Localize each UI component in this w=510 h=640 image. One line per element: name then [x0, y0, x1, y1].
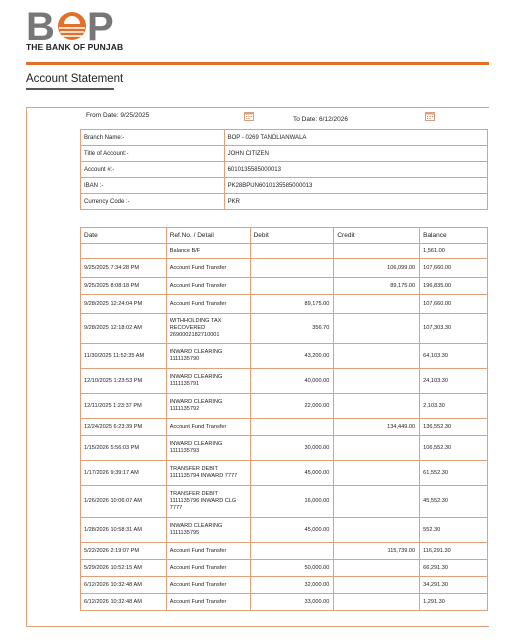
cell-date: 9/28/2025 12:24:04 PM	[81, 295, 167, 314]
detail-line: Balance B/F	[169, 247, 201, 254]
cell-date: 9/25/2025 8:08:18 PM	[81, 278, 167, 295]
cell-debit: 50,000.00	[250, 560, 334, 577]
svg-text:P: P	[87, 5, 114, 49]
cell-debit: 32,000.00	[250, 577, 334, 594]
to-date-value[interactable]: 6/12/2026	[319, 116, 348, 123]
cell-debit: 43,200.00	[250, 344, 334, 369]
detail-line: Account Fund Transfer	[169, 547, 227, 554]
cell-debit: 22,000.00	[250, 394, 334, 419]
cell-debit: 356.70	[250, 314, 334, 344]
cell-balance: 107,660.00	[420, 295, 488, 314]
table-row	[81, 560, 488, 577]
cell-balance: 1,561.00	[420, 244, 488, 259]
cell-date: 12/10/2025 1:23:53 PM	[81, 369, 167, 394]
detail-line: 1111135795	[169, 530, 200, 536]
detail-line: INWARD CLEARING	[169, 441, 223, 447]
table-row	[81, 543, 488, 560]
detail-line: Account Fund Transfer	[169, 264, 227, 271]
cell-balance: 107,660.00	[420, 259, 488, 278]
cell-date: 12/11/2025 1:23:37 PM	[81, 394, 167, 419]
cell-detail	[166, 369, 250, 394]
cell-credit	[334, 314, 420, 344]
cell-detail	[166, 419, 250, 436]
table-row	[81, 259, 488, 278]
cell-date: 9/28/2025 12:18:02 AM	[81, 314, 167, 344]
detail-line: 1111135790	[169, 356, 200, 362]
cell-credit	[334, 461, 420, 486]
cell-balance: 66,291.30	[420, 560, 488, 577]
cell-balance: 116,291.30	[420, 543, 488, 560]
cell-balance: 45,552.30	[420, 486, 488, 518]
cell-detail	[166, 560, 250, 577]
detail-line: INWARD CLEARING	[169, 523, 223, 529]
cell-debit	[250, 244, 334, 259]
page-title: Account Statement	[26, 73, 124, 85]
cell-balance: 196,835.00	[420, 278, 488, 295]
cell-debit: 45,000.00	[250, 461, 334, 486]
cell-date: 5/29/2026 10:52:15 AM	[81, 560, 167, 577]
cell-credit	[334, 436, 420, 461]
cell-credit	[334, 344, 420, 369]
cell-balance: 64,103.30	[420, 344, 488, 369]
table-row	[81, 369, 488, 394]
cell-credit: 89,175.00	[334, 278, 420, 295]
detail-line: 1111135793	[169, 448, 200, 454]
account-info-label: Currency Code :-	[81, 194, 225, 210]
detail-line: Account Fund Transfer	[169, 282, 227, 289]
statement-header-row	[81, 228, 488, 244]
detail-line: INWARD CLEARING	[169, 399, 223, 405]
account-info-row	[81, 178, 488, 194]
cell-date: 1/15/2026 5:56:03 PM	[81, 436, 167, 461]
cell-detail	[166, 295, 250, 314]
cell-detail	[166, 259, 250, 278]
account-info-value: PK28BPUN6010135585000013	[224, 178, 487, 194]
cell-balance: 552.30	[420, 518, 488, 543]
table-row	[81, 486, 488, 518]
account-info-value: PKR	[224, 194, 487, 210]
cell-date: 9/25/2025 7:34:28 PM	[81, 259, 167, 278]
account-info-value: 6010135585000013	[224, 162, 487, 178]
account-info-row	[81, 194, 488, 210]
account-info-row	[81, 130, 488, 146]
cell-credit: 115,739.00	[334, 543, 420, 560]
cell-detail	[166, 486, 250, 518]
table-row	[81, 518, 488, 543]
detail-line: INWARD CLEARING	[169, 374, 223, 380]
account-info-value: JOHN CITIZEN	[224, 146, 487, 162]
cell-credit	[334, 244, 420, 259]
svg-text:B: B	[26, 5, 55, 49]
cell-detail	[166, 594, 250, 611]
cell-detail	[166, 244, 250, 259]
table-row	[81, 278, 488, 295]
cell-date: 1/17/2026 9:39:17 AM	[81, 461, 167, 486]
cell-balance: 61,552.30	[420, 461, 488, 486]
account-info-label: Account #:-	[81, 162, 225, 178]
header-divider	[26, 62, 489, 65]
account-info-label: Title of Account:-	[81, 146, 225, 162]
bank-name: THE BANK OF PUNJAB	[26, 42, 124, 52]
cell-credit: 106,099.00	[334, 259, 420, 278]
cell-date: 1/28/2026 10:58:31 AM	[81, 518, 167, 543]
to-date-label: To Date:	[293, 116, 318, 123]
table-row	[81, 394, 488, 419]
cell-credit	[334, 394, 420, 419]
cell-balance: 2,103.30	[420, 394, 488, 419]
cell-detail	[166, 518, 250, 543]
account-info-table	[80, 129, 488, 210]
cell-credit	[334, 577, 420, 594]
table-row	[81, 314, 488, 344]
cell-debit: 89,175.00	[250, 295, 334, 314]
detail-line: 1111135791	[169, 381, 200, 387]
calendar-icon[interactable]	[244, 111, 254, 121]
cell-detail	[166, 314, 250, 344]
detail-line: INWARD CLEARING	[169, 349, 223, 355]
detail-line: TRANSFER DEBIT	[169, 466, 218, 472]
cell-date: 6/12/2026 10:32:48 AM	[81, 594, 167, 611]
cell-date: 12/24/2025 6:23:39 PM	[81, 419, 167, 436]
table-row	[81, 436, 488, 461]
cell-date: 5/22/2026 2:19:07 PM	[81, 543, 167, 560]
table-row	[81, 461, 488, 486]
cell-balance: 107,303.30	[420, 314, 488, 344]
cell-balance: 136,552.30	[420, 419, 488, 436]
col-header-date: Date	[81, 228, 167, 244]
title-underline	[26, 88, 114, 90]
cell-balance: 24,103.30	[420, 369, 488, 394]
cell-date: 1/26/2026 10:06:07 AM	[81, 486, 167, 518]
cell-debit: 33,000.00	[250, 594, 334, 611]
cell-date	[81, 244, 167, 259]
detail-line: 1111135796 INWARD CLG	[169, 498, 237, 504]
detail-line: Account Fund Transfer	[169, 300, 227, 307]
cell-credit	[334, 518, 420, 543]
calendar-icon[interactable]	[425, 111, 435, 121]
cell-detail	[166, 344, 250, 369]
from-date-label: From Date:	[86, 112, 119, 119]
account-info-value: BOP - 0269 TANDLIANWALA	[224, 130, 487, 146]
cell-credit	[334, 369, 420, 394]
cell-credit	[334, 486, 420, 518]
cell-detail	[166, 278, 250, 295]
cell-date: 11/30/2025 11:52:35 AM	[81, 344, 167, 369]
col-header-balance: Balance	[420, 228, 488, 244]
cell-detail	[166, 577, 250, 594]
cell-debit: 40,000.00	[250, 369, 334, 394]
account-info-label: Branch Name:-	[81, 130, 225, 146]
cell-detail	[166, 394, 250, 419]
cell-date: 6/12/2026 10:32:48 AM	[81, 577, 167, 594]
cell-credit	[334, 560, 420, 577]
detail-line: Account Fund Transfer	[169, 581, 227, 588]
cell-balance: 106,552.30	[420, 436, 488, 461]
from-date	[86, 112, 149, 119]
detail-line: 7777	[169, 505, 183, 511]
detail-line: TRANSFER DEBIT	[169, 491, 218, 497]
cell-detail	[166, 436, 250, 461]
cell-debit	[250, 278, 334, 295]
account-info-row	[81, 162, 488, 178]
cell-credit	[334, 295, 420, 314]
statement-table	[80, 227, 488, 611]
cell-debit	[250, 419, 334, 436]
detail-line: Account Fund Transfer	[169, 598, 227, 605]
col-header-detail: Ref.No. / Detail	[166, 228, 250, 244]
table-row	[81, 244, 488, 259]
to-date	[293, 116, 348, 123]
account-info-label: IBAN :-	[81, 178, 225, 194]
cell-credit: 134,449.00	[334, 419, 420, 436]
cell-debit: 16,000.00	[250, 486, 334, 518]
col-header-credit: Credit	[334, 228, 420, 244]
account-info-row	[81, 146, 488, 162]
cell-debit: 30,000.00	[250, 436, 334, 461]
cell-debit	[250, 259, 334, 278]
detail-line: 1111135794 INWARD 7777	[169, 473, 238, 479]
table-row	[81, 419, 488, 436]
col-header-debit: Debit	[250, 228, 334, 244]
detail-line: RECOVERED	[169, 325, 206, 331]
table-row	[81, 594, 488, 611]
cell-balance: 1,291.30	[420, 594, 488, 611]
detail-line: Account Fund Transfer	[169, 423, 227, 430]
cell-debit	[250, 543, 334, 560]
cell-detail	[166, 543, 250, 560]
table-row	[81, 344, 488, 369]
cell-balance: 34,291.30	[420, 577, 488, 594]
detail-line: 1111135792	[169, 406, 200, 412]
cell-credit	[334, 594, 420, 611]
detail-line: 2690002182710001	[169, 332, 220, 338]
detail-line: WITHHOLDING TAX	[169, 318, 222, 324]
cell-debit: 45,000.00	[250, 518, 334, 543]
table-row	[81, 577, 488, 594]
cell-detail	[166, 461, 250, 486]
detail-line: Account Fund Transfer	[169, 564, 227, 571]
from-date-value[interactable]: 9/25/2025	[120, 112, 150, 119]
table-row	[81, 295, 488, 314]
